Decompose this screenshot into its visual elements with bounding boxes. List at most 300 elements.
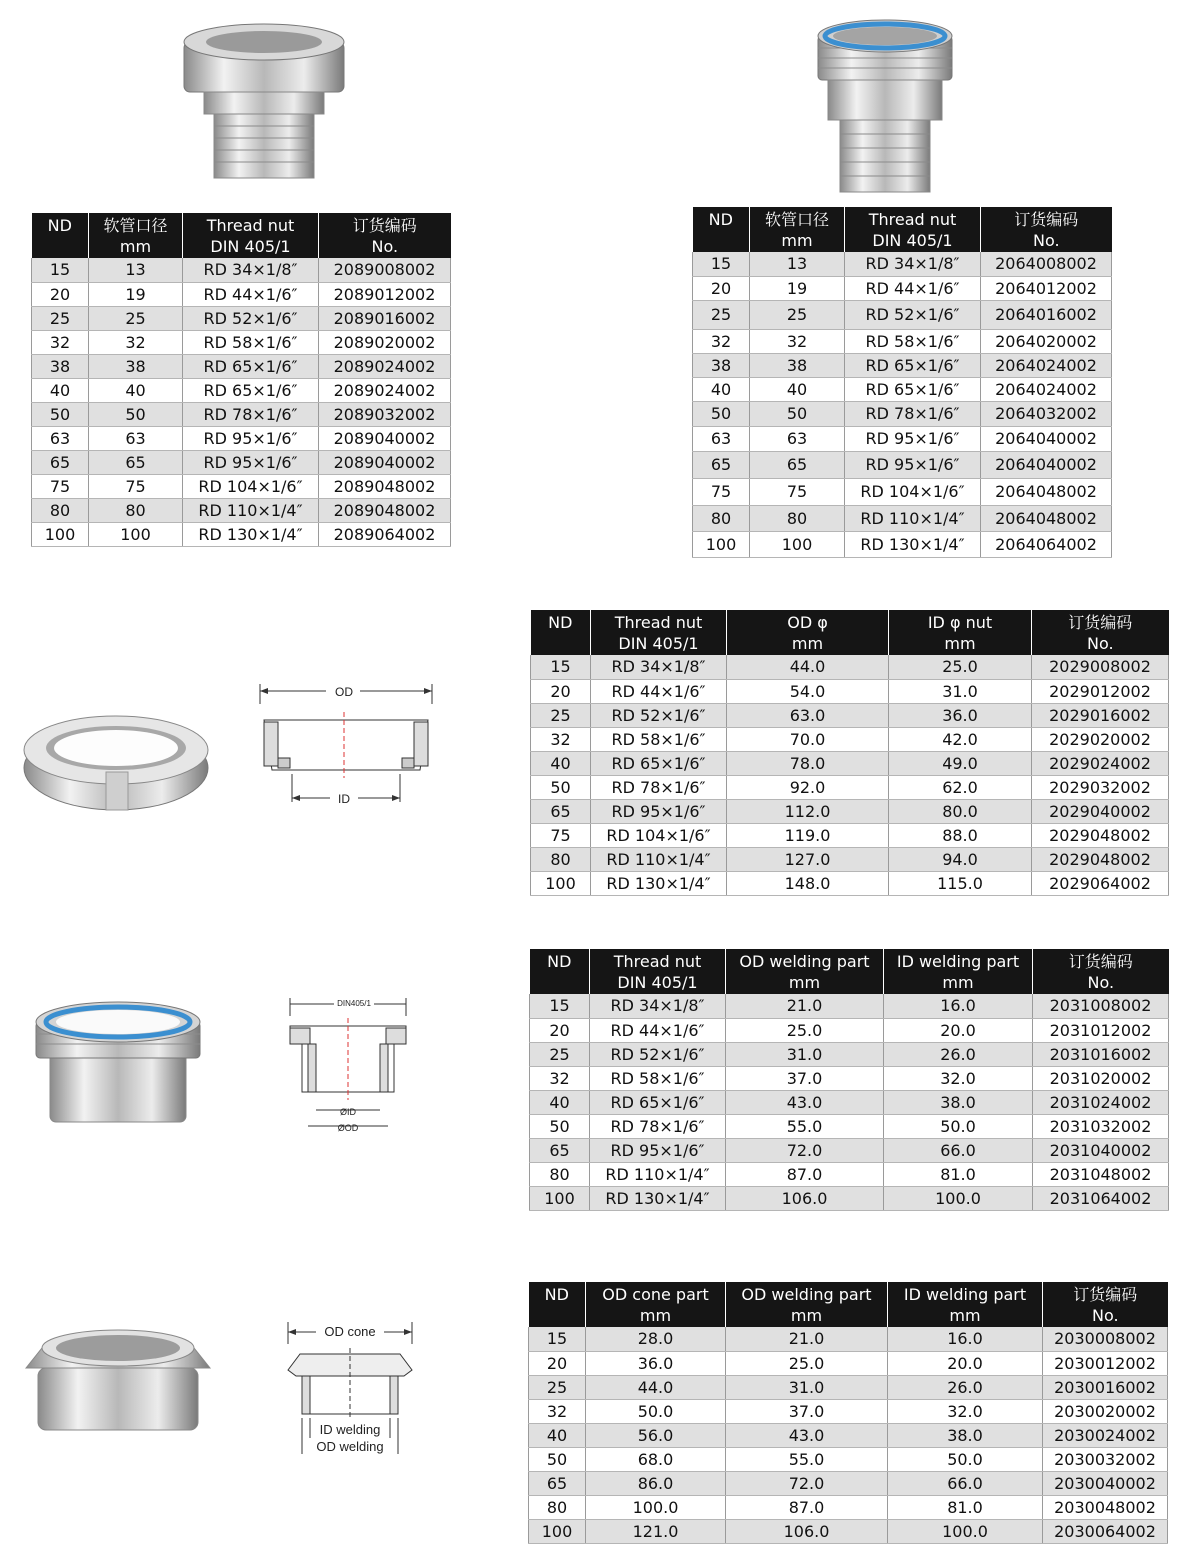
table-cell: 16.0	[888, 1327, 1043, 1351]
nut-id-label: ID	[338, 792, 350, 806]
column-header-line: mm	[942, 973, 974, 992]
table-cell: RD 110×1/4″	[591, 847, 727, 871]
table-cell: 121.0	[586, 1519, 726, 1543]
column-header-line: DIN 405/1	[210, 237, 291, 256]
table-cell: 26.0	[888, 1375, 1043, 1399]
table-cell: 2029048002	[1032, 847, 1169, 871]
cone-od-label: OD welding	[316, 1439, 384, 1454]
table-cell: RD 65×1/6″	[590, 1090, 726, 1114]
column-header-line: No.	[1091, 1306, 1119, 1325]
table-cell: 38.0	[888, 1423, 1043, 1447]
column-header	[32, 213, 89, 258]
table-cell: 25.0	[726, 1018, 884, 1042]
table-cell: 55.0	[726, 1114, 884, 1138]
table-cell: 115.0	[889, 871, 1032, 895]
table-row	[530, 1138, 1169, 1162]
cone-id-label: ID welding	[319, 1422, 381, 1437]
column-header-line: mm	[788, 973, 821, 992]
table-row	[529, 1471, 1168, 1495]
table-cell: 100	[89, 522, 183, 546]
table-row	[530, 1186, 1169, 1210]
table-cell: 63	[693, 426, 750, 451]
column-header-line	[695, 230, 748, 251]
table-row	[531, 799, 1169, 823]
table-cell: 16.0	[884, 994, 1033, 1018]
table-cell: 148.0	[727, 871, 889, 895]
column-header	[183, 213, 319, 258]
column-header-line: Thread nut	[206, 216, 295, 235]
table-cell: 75	[531, 823, 591, 847]
table-cell: 81.0	[884, 1162, 1033, 1186]
table-cell: 20	[32, 282, 89, 306]
table-cell: 32	[693, 329, 750, 353]
table-cell: RD 95×1/6″	[845, 451, 981, 478]
table-cell: 50	[693, 401, 750, 426]
table-cell: 92.0	[727, 775, 889, 799]
column-header	[531, 610, 591, 655]
table-cell: RD 58×1/6″	[590, 1066, 726, 1090]
table-cell: 40	[89, 378, 183, 402]
table-cell: 2089024002	[319, 354, 451, 378]
table-cell: 75	[750, 478, 845, 505]
table-cell: 21.0	[726, 994, 884, 1018]
table-cell: 43.0	[726, 1423, 888, 1447]
table-cell: 25.0	[726, 1351, 888, 1375]
table-cell: 2064064002	[981, 531, 1112, 557]
table-cell: 100	[693, 531, 750, 557]
table-cell: 2030020002	[1043, 1399, 1168, 1423]
table-cell: RD 65×1/6″	[183, 378, 319, 402]
table-cell: 2031032002	[1033, 1114, 1169, 1138]
column-header	[586, 1282, 726, 1327]
column-header-line: DIN 405/1	[872, 231, 953, 250]
table-cell: 66.0	[884, 1138, 1033, 1162]
table-cell: 78.0	[727, 751, 889, 775]
table-row	[531, 823, 1169, 847]
table-cell: 25	[530, 1042, 590, 1066]
table-cell: 26.0	[884, 1042, 1033, 1066]
column-header	[1032, 610, 1169, 655]
table-cell: 65	[693, 451, 750, 478]
table-cell: 75	[693, 478, 750, 505]
table-cell: 2030032002	[1043, 1447, 1168, 1471]
table-cell: 42.0	[889, 727, 1032, 751]
column-header-line: 订货编码	[1073, 1285, 1138, 1304]
table-cell: 2029016002	[1032, 703, 1169, 727]
table-row	[693, 531, 1112, 557]
table-row	[529, 1351, 1168, 1375]
table-cell: 2089048002	[319, 474, 451, 498]
table-cell: 40	[529, 1423, 586, 1447]
table-row	[531, 655, 1169, 679]
table-cell: 127.0	[727, 847, 889, 871]
column-header-line: mm	[781, 231, 813, 250]
table-cell: 25	[693, 300, 750, 329]
table-cell: 2064024002	[981, 353, 1112, 377]
table-cell: RD 130×1/4″	[183, 522, 319, 546]
table-cell: RD 44×1/6″	[590, 1018, 726, 1042]
table-cell: 15	[693, 252, 750, 276]
table-cell: 2030012002	[1043, 1351, 1168, 1375]
column-header-line: mm	[944, 634, 976, 653]
table-row	[531, 775, 1169, 799]
column-header	[530, 949, 590, 994]
table-cell: 63	[89, 426, 183, 450]
table-cell: 36.0	[889, 703, 1032, 727]
table-row	[529, 1447, 1168, 1471]
table-cell: 100	[32, 522, 89, 546]
table-cell: 2029040002	[1032, 799, 1169, 823]
table-cell: 32	[750, 329, 845, 353]
column-header-line: mm	[790, 1306, 823, 1325]
table-cell: 38	[32, 354, 89, 378]
table-cell: 2089032002	[319, 402, 451, 426]
table-cell: 94.0	[889, 847, 1032, 871]
table-cell: RD 95×1/6″	[183, 426, 319, 450]
column-header-line: OD welding part	[741, 1285, 872, 1304]
table-cell: 80	[750, 505, 845, 531]
table-header-row	[693, 207, 1112, 252]
table-cell: 2029024002	[1032, 751, 1169, 775]
table-cell: 20	[693, 276, 750, 300]
table-cell: RD 52×1/6″	[591, 703, 727, 727]
table-row	[529, 1327, 1168, 1351]
column-header-line: mm	[639, 1306, 672, 1325]
table-row	[693, 252, 1112, 276]
table-row	[693, 426, 1112, 451]
table-cell: 38	[89, 354, 183, 378]
column-header-line: 订货编码	[1068, 952, 1133, 971]
cone-part-drawing	[280, 1318, 420, 1458]
table-cell: 21.0	[726, 1327, 888, 1351]
table-cell: RD 58×1/6″	[591, 727, 727, 751]
table-cell: RD 78×1/6″	[591, 775, 727, 799]
table-row	[531, 727, 1169, 751]
column-header	[693, 207, 750, 252]
table-row	[32, 498, 451, 522]
table-cell: RD 110×1/4″	[590, 1162, 726, 1186]
table-row	[693, 300, 1112, 329]
round-nut-photo	[18, 712, 214, 814]
table-row	[530, 1114, 1169, 1138]
table-cell: 2029064002	[1032, 871, 1169, 895]
column-header-line	[533, 633, 589, 654]
table-cell: 112.0	[727, 799, 889, 823]
table-cell: 80	[529, 1495, 586, 1519]
table-cell: RD 52×1/6″	[590, 1042, 726, 1066]
column-header	[89, 213, 183, 258]
table-cell: 32	[530, 1066, 590, 1090]
table-cell: 2029020002	[1032, 727, 1169, 751]
table-cell: 65	[32, 450, 89, 474]
table-cell: 50	[530, 1114, 590, 1138]
column-header-line: Thread nut	[613, 952, 702, 971]
male-part-table	[529, 949, 1169, 1211]
table-cell: 15	[531, 655, 591, 679]
table-cell: 100.0	[888, 1519, 1043, 1543]
table-cell: 50	[89, 402, 183, 426]
table-cell: RD 58×1/6″	[845, 329, 981, 353]
cone-top-label: OD cone	[324, 1324, 376, 1339]
table-cell: 72.0	[726, 1138, 884, 1162]
table-cell: RD 95×1/6″	[183, 450, 319, 474]
table-cell: 15	[529, 1327, 586, 1351]
table-cell: 19	[89, 282, 183, 306]
column-header-line	[532, 972, 588, 993]
table-cell: 40	[530, 1090, 590, 1114]
table-row	[32, 258, 451, 282]
table-row	[32, 378, 451, 402]
column-header-line: OD welding part	[739, 952, 870, 971]
table-cell: 2030064002	[1043, 1519, 1168, 1543]
table-cell: 72.0	[726, 1471, 888, 1495]
table-cell: 63	[32, 426, 89, 450]
table-cell: 37.0	[726, 1066, 884, 1090]
column-header-line: 订货编码	[352, 216, 417, 235]
male-part-drawing	[282, 996, 418, 1134]
table-cell: 19	[750, 276, 845, 300]
column-header	[529, 1282, 586, 1327]
table-row	[693, 353, 1112, 377]
column-header-line: Thread nut	[614, 613, 703, 632]
column-header-line: 软管口径	[764, 210, 829, 229]
table-cell: 100	[531, 871, 591, 895]
table-cell: 40	[693, 377, 750, 401]
table-row	[693, 377, 1112, 401]
table-cell: 87.0	[726, 1495, 888, 1519]
table-cell: 80	[32, 498, 89, 522]
table-cell: RD 44×1/6″	[591, 679, 727, 703]
table-row	[529, 1495, 1168, 1519]
table-cell: 65	[750, 451, 845, 478]
table-cell: 80	[693, 505, 750, 531]
column-header-line: mm	[791, 634, 824, 653]
column-header	[888, 1282, 1043, 1327]
table-cell: 50	[529, 1447, 586, 1471]
table-cell: 2030048002	[1043, 1495, 1168, 1519]
column-header-line: No.	[1032, 231, 1060, 250]
column-header	[889, 610, 1032, 655]
table-cell: 13	[750, 252, 845, 276]
table-cell: 106.0	[726, 1519, 888, 1543]
table-cell: RD 34×1/8″	[183, 258, 319, 282]
table-cell: 2089020002	[319, 330, 451, 354]
table-cell: 2089048002	[319, 498, 451, 522]
table-cell: 63	[750, 426, 845, 451]
column-header-line: 软管口径	[103, 216, 168, 235]
table-row	[530, 1042, 1169, 1066]
table-cell: 70.0	[727, 727, 889, 751]
table-cell: RD 58×1/6″	[183, 330, 319, 354]
table-cell: 80.0	[889, 799, 1032, 823]
table-row	[529, 1423, 1168, 1447]
table-cell: RD 65×1/6″	[183, 354, 319, 378]
table-row	[531, 871, 1169, 895]
table-row	[693, 451, 1112, 478]
table-cell: 32.0	[884, 1066, 1033, 1090]
table-cell: 65	[529, 1471, 586, 1495]
table-row	[32, 426, 451, 450]
table-cell: RD 130×1/4″	[591, 871, 727, 895]
table-cell: 2089040002	[319, 426, 451, 450]
table-cell: 37.0	[726, 1399, 888, 1423]
table-cell: 38	[750, 353, 845, 377]
column-header-line: ND	[547, 952, 572, 971]
table-cell: RD 44×1/6″	[183, 282, 319, 306]
male-top-label: DIN405/1	[337, 999, 371, 1008]
table-cell: 2031016002	[1033, 1042, 1169, 1066]
table-cell: RD 78×1/6″	[183, 402, 319, 426]
table-cell: 40	[750, 377, 845, 401]
table-cell: RD 95×1/6″	[590, 1138, 726, 1162]
table-cell: 38	[693, 353, 750, 377]
table-cell: 50	[750, 401, 845, 426]
table-cell: 2064048002	[981, 505, 1112, 531]
table-cell: 66.0	[888, 1471, 1043, 1495]
table-row	[32, 354, 451, 378]
column-header-line: ND	[47, 216, 72, 235]
male-part-photo	[28, 1000, 208, 1128]
table-row	[531, 679, 1169, 703]
table-cell: 2031048002	[1033, 1162, 1169, 1186]
column-header-line: DIN 405/1	[618, 634, 699, 653]
table-row	[530, 1090, 1169, 1114]
table-cell: 80	[531, 847, 591, 871]
nut-od-label: OD	[335, 685, 353, 699]
table-cell: 31.0	[726, 1375, 888, 1399]
table-cell: 2064024002	[981, 377, 1112, 401]
table-header-row	[531, 610, 1169, 655]
column-header	[1033, 949, 1169, 994]
table-cell: RD 104×1/6″	[591, 823, 727, 847]
table-cell: RD 34×1/8″	[591, 655, 727, 679]
table-cell: 28.0	[586, 1327, 726, 1351]
table-cell: 2089012002	[319, 282, 451, 306]
table-cell: 25	[32, 306, 89, 330]
table-cell: RD 130×1/4″	[590, 1186, 726, 1210]
column-header	[727, 610, 889, 655]
table-cell: 2064040002	[981, 426, 1112, 451]
table-row	[529, 1375, 1168, 1399]
table-cell: 40	[531, 751, 591, 775]
column-header-line: No.	[1086, 634, 1114, 653]
table-row	[529, 1519, 1168, 1543]
table-cell: RD 130×1/4″	[845, 531, 981, 557]
column-header-line: 订货编码	[1014, 210, 1079, 229]
table-cell: 2030024002	[1043, 1423, 1168, 1447]
table-cell: 119.0	[727, 823, 889, 847]
table-cell: RD 78×1/6″	[590, 1114, 726, 1138]
hose-male-adapter-photo	[810, 14, 960, 196]
column-header	[884, 949, 1033, 994]
table-cell: RD 44×1/6″	[845, 276, 981, 300]
column-header	[1043, 1282, 1168, 1327]
table-cell: RD 95×1/6″	[845, 426, 981, 451]
column-header	[845, 207, 981, 252]
table-cell: RD 104×1/6″	[183, 474, 319, 498]
table-cell: 100	[529, 1519, 586, 1543]
table-cell: 50	[32, 402, 89, 426]
table-header-row	[529, 1282, 1168, 1327]
table-cell: RD 110×1/4″	[183, 498, 319, 522]
table-cell: RD 65×1/6″	[591, 751, 727, 775]
column-header-line: ID welding part	[896, 952, 1020, 971]
table-cell: 2030016002	[1043, 1375, 1168, 1399]
table-cell: 49.0	[889, 751, 1032, 775]
column-header-line: mm	[119, 237, 152, 256]
table-header-row	[530, 949, 1169, 994]
table-cell: 2064016002	[981, 300, 1112, 329]
table-cell: 31.0	[889, 679, 1032, 703]
table-cell: 100.0	[586, 1495, 726, 1519]
column-header-line: OD φ	[787, 613, 828, 632]
table-cell: RD 52×1/6″	[845, 300, 981, 329]
table-cell: 31.0	[726, 1042, 884, 1066]
table-cell: RD 34×1/8″	[590, 994, 726, 1018]
table-cell: 65	[89, 450, 183, 474]
column-header	[981, 207, 1112, 252]
table-cell: RD 65×1/6″	[845, 353, 981, 377]
table-row	[693, 478, 1112, 505]
column-header-line: Thread nut	[868, 210, 957, 229]
column-header-line: ND	[708, 210, 733, 229]
column-header	[590, 949, 726, 994]
table-row	[32, 282, 451, 306]
table-row	[530, 1162, 1169, 1186]
table-cell: 2031024002	[1033, 1090, 1169, 1114]
table-row	[32, 450, 451, 474]
table-row	[531, 703, 1169, 727]
hose-nut-adapter-table	[31, 213, 451, 547]
table-cell: RD 52×1/6″	[183, 306, 319, 330]
table-cell: 2064008002	[981, 252, 1112, 276]
table-row	[529, 1399, 1168, 1423]
column-header	[591, 610, 727, 655]
column-header-line: ID welding part	[903, 1285, 1027, 1304]
table-cell: 100	[530, 1186, 590, 1210]
table-row	[531, 751, 1169, 775]
table-cell: 63.0	[727, 703, 889, 727]
table-cell: 2030040002	[1043, 1471, 1168, 1495]
table-cell: 2064020002	[981, 329, 1112, 353]
table-cell: 2089040002	[319, 450, 451, 474]
table-cell: 2089016002	[319, 306, 451, 330]
table-cell: 50.0	[586, 1399, 726, 1423]
table-cell: 44.0	[727, 655, 889, 679]
table-cell: 2031040002	[1033, 1138, 1169, 1162]
table-cell: 2089008002	[319, 258, 451, 282]
table-cell: RD 104×1/6″	[845, 478, 981, 505]
hose-male-adapter-table	[692, 207, 1112, 558]
table-cell: 38.0	[884, 1090, 1033, 1114]
table-cell: 20	[530, 1018, 590, 1042]
table-cell: 2064012002	[981, 276, 1112, 300]
table-row	[32, 522, 451, 546]
table-cell: 65	[531, 799, 591, 823]
table-row	[32, 474, 451, 498]
table-cell: 62.0	[889, 775, 1032, 799]
table-cell: 40	[32, 378, 89, 402]
table-cell: 75	[89, 474, 183, 498]
table-cell: 81.0	[888, 1495, 1043, 1519]
table-cell: 75	[32, 474, 89, 498]
table-cell: 2029012002	[1032, 679, 1169, 703]
table-cell: 65	[530, 1138, 590, 1162]
table-cell: 32.0	[888, 1399, 1043, 1423]
table-cell: 80	[89, 498, 183, 522]
table-row	[530, 994, 1169, 1018]
column-header	[726, 949, 884, 994]
